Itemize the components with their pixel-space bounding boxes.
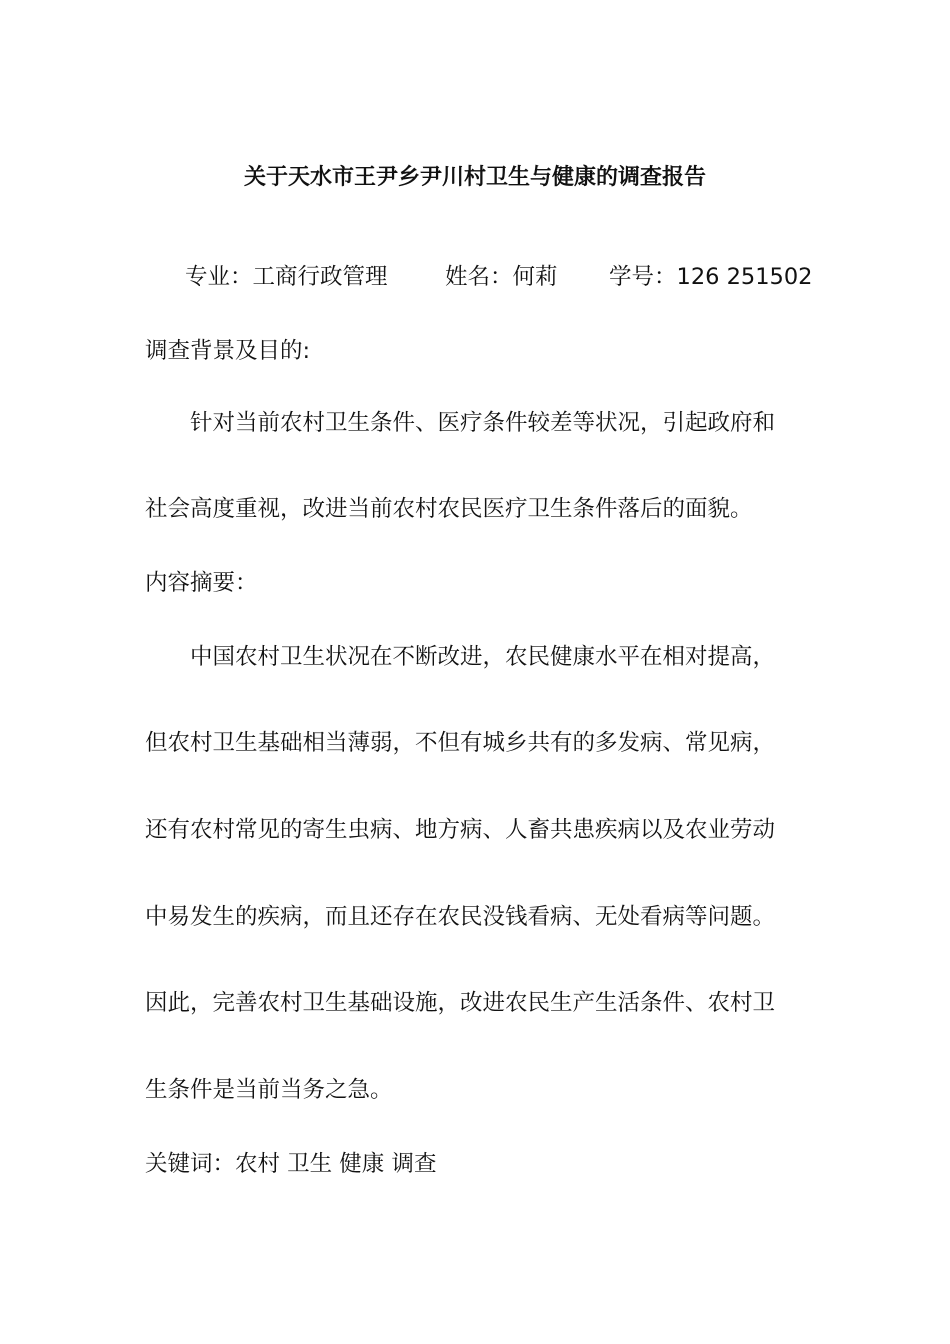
abstract-heading: 内容摘要： (145, 570, 258, 596)
name-field: 姓名：何莉 (445, 264, 558, 290)
document-title: 关于天水市王尹乡尹川村卫生与健康的调查报告 (243, 165, 706, 190)
student-id-field: 学号：126 251502 (609, 264, 813, 290)
abstract-line-6: 生条件是当前当务之急。 (145, 1077, 393, 1103)
abstract-line-4: 中易发生的疾病，而且还存在农民没钱看病、无处看病等问题。 (145, 904, 776, 930)
abstract-line-5: 因此，完善农村卫生基础设施，改进农民生产生活条件、农村卫 (145, 990, 776, 1016)
major-field: 专业：工商行政管理 (185, 264, 388, 290)
background-line-1: 针对当前农村卫生条件、医疗条件较差等状况，引起政府和 (190, 410, 776, 436)
abstract-line-3: 还有农村常见的寄生虫病、地方病、人畜共患疾病以及农业劳动 (145, 817, 776, 843)
keywords-line: 关键词：农村 卫生 健康 调查 (145, 1151, 437, 1177)
abstract-line-1: 中国农村卫生状况在不断改进，农民健康水平在相对提高， (190, 644, 776, 670)
abstract-line-2: 但农村卫生基础相当薄弱，不但有城乡共有的多发病、常见病， (145, 730, 776, 756)
background-line-2: 社会高度重视，改进当前农村农民医疗卫生条件落后的面貌。 (145, 496, 753, 522)
background-heading: 调查背景及目的: (145, 338, 311, 364)
